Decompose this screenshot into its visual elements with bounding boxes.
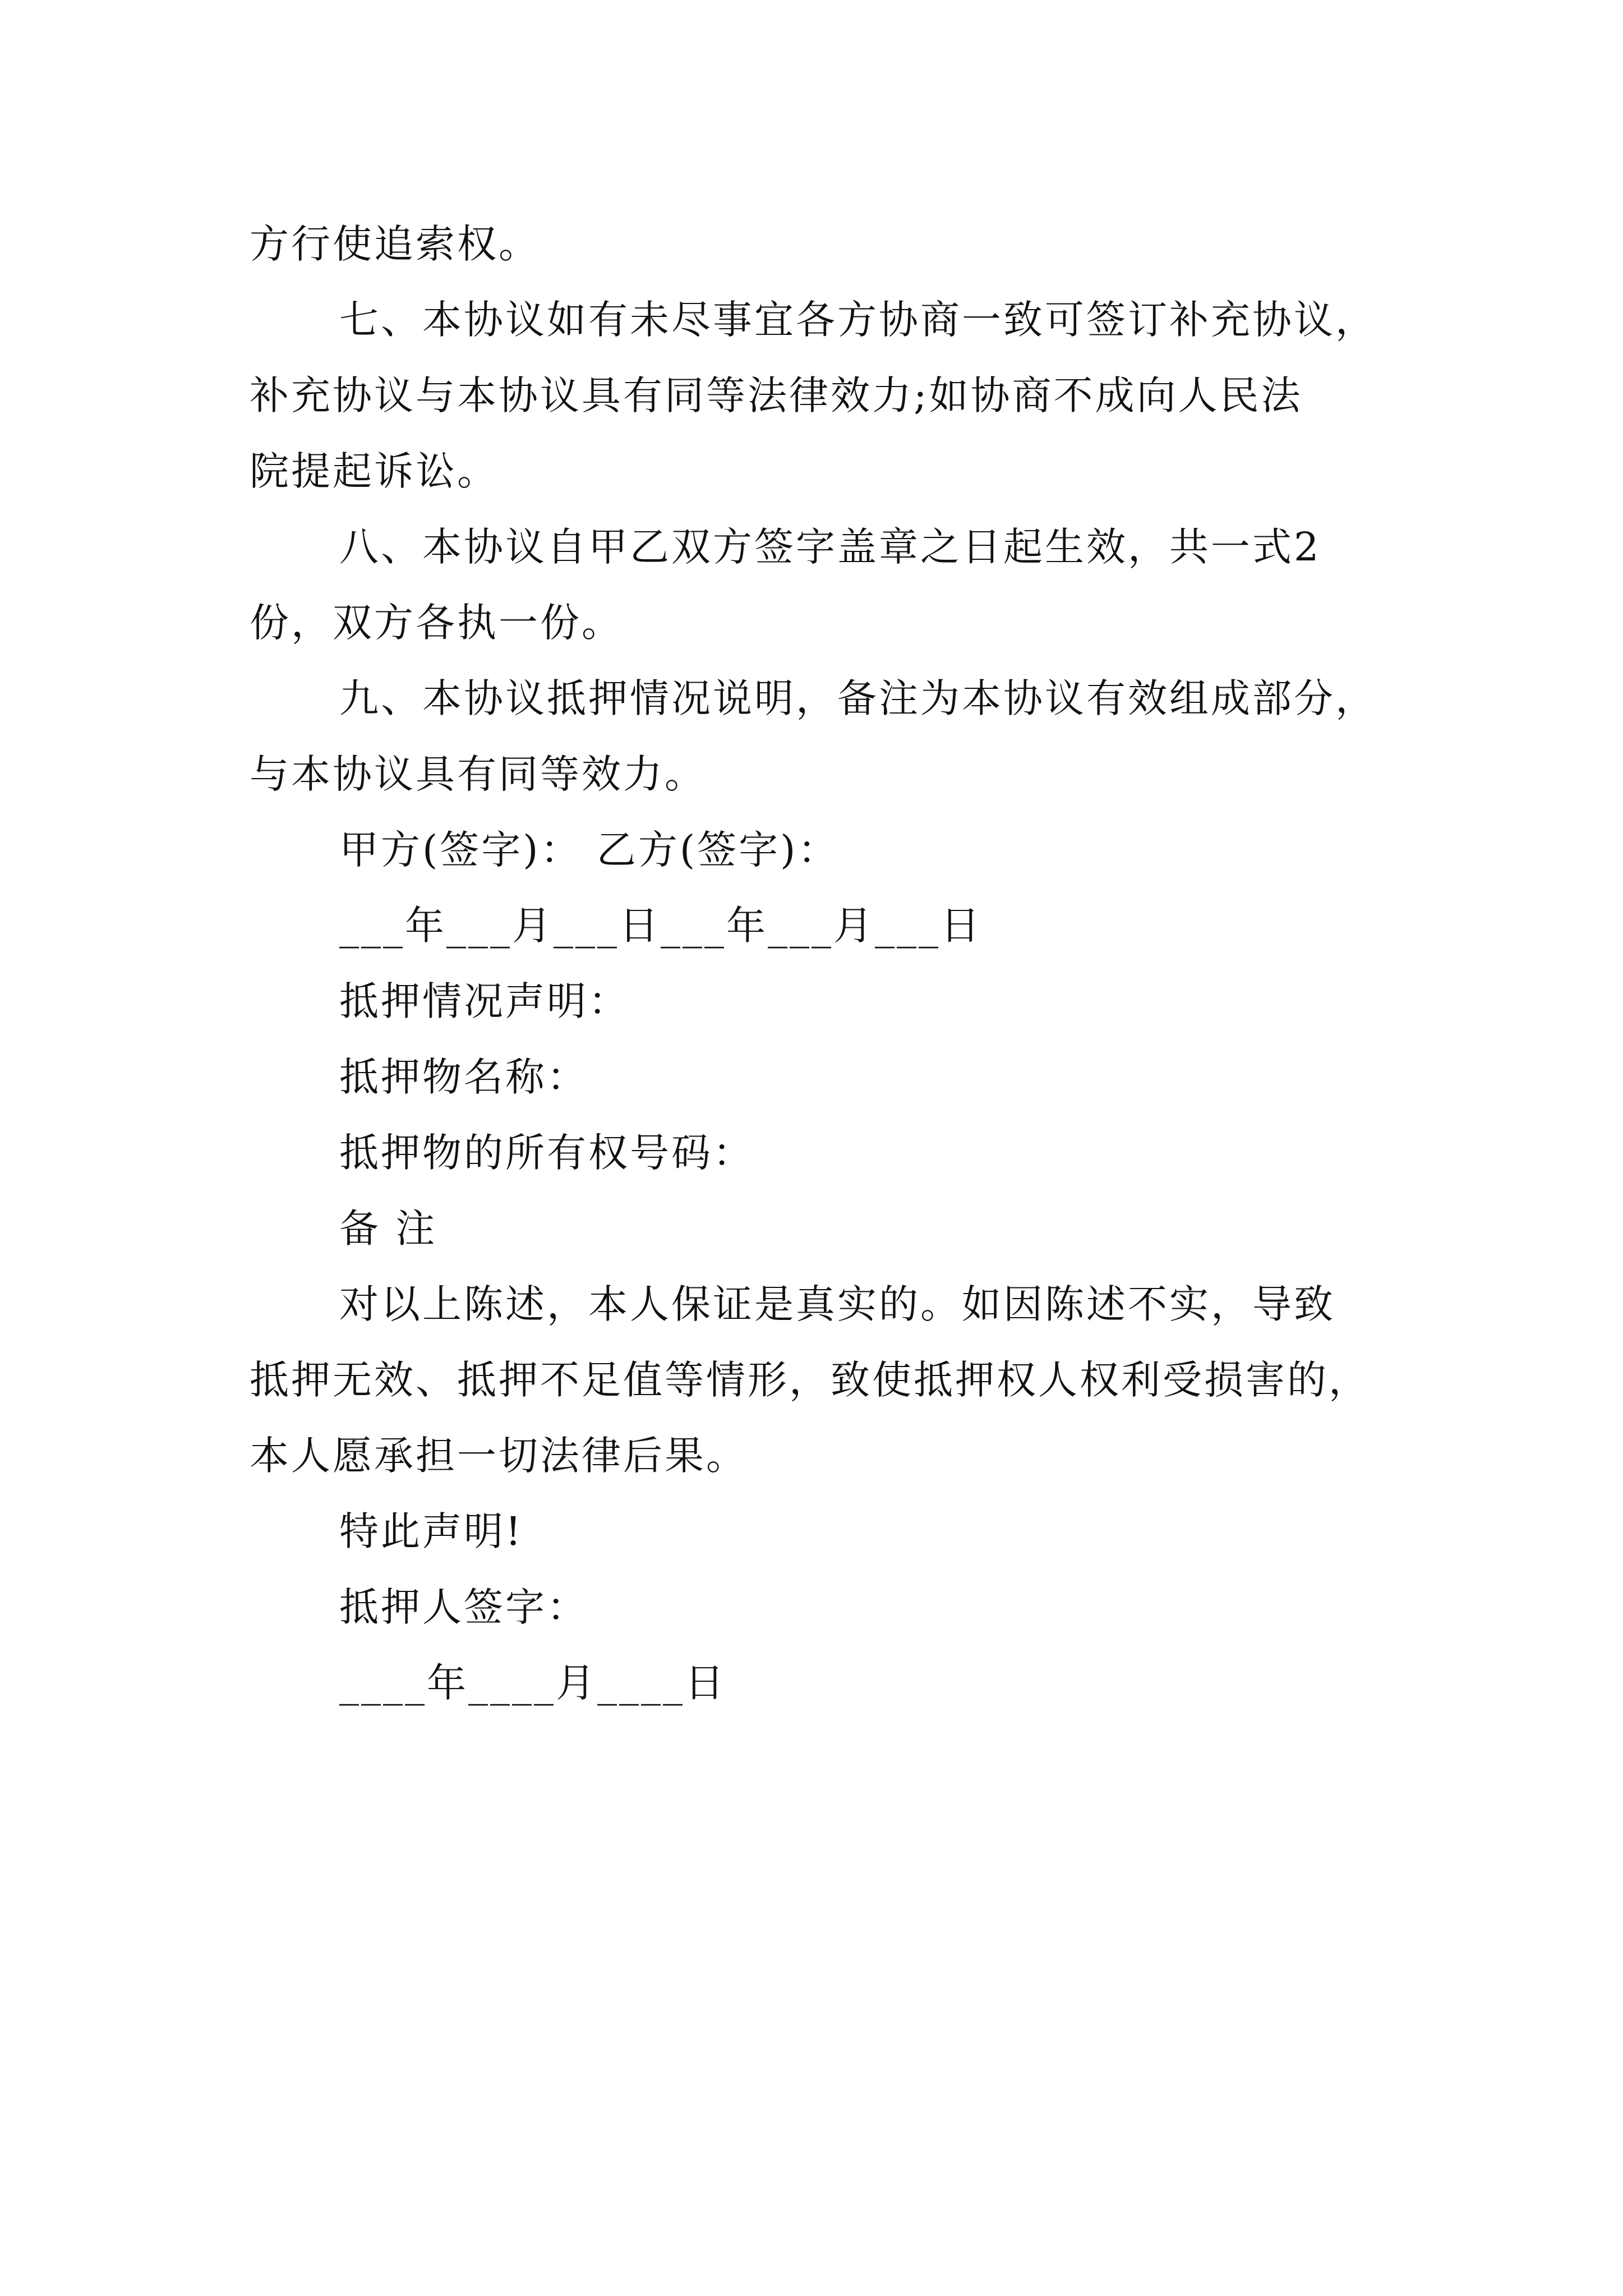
clause-nine-line-1: 九、本协议抵押情况说明，备注为本协议有效组成部分，	[339, 675, 1377, 721]
signature-line: 甲方(签字)： 乙方(签字)：	[339, 827, 840, 873]
clause-seven-line-3: 院提起诉讼。	[250, 448, 499, 494]
clause-eight-line-2: 份，双方各执一份。	[250, 600, 623, 646]
declaration-line-1: 对以上陈述，本人保证是真实的。如因陈述不实，导致	[339, 1281, 1335, 1327]
declaration-line-2: 抵押无效、抵押不足值等情形，致使抵押权人权利受损害的，	[250, 1357, 1370, 1403]
statement-heading: 抵押情况声明：	[339, 978, 630, 1024]
ownership-number-field: 抵押物的所有权号码：	[339, 1130, 754, 1176]
clause-seven-line-2: 补充协议与本协议具有同等法律效力;如协商不成向人民法	[250, 372, 1303, 418]
continuation-line: 方行使追索权。	[250, 221, 540, 267]
hereby-declare-line: 特此声明!	[339, 1508, 524, 1554]
collateral-name-field: 抵押物名称：	[339, 1054, 588, 1100]
final-date-line: ____年____月____日	[339, 1660, 726, 1706]
signature-date-line: ___年___月___日___年___月___日	[339, 903, 982, 949]
clause-nine-line-2: 与本协议具有同等效力。	[250, 751, 706, 797]
clause-seven-line-1: 七、本协议如有未尽事宜各方协商一致可签订补充协议，	[339, 297, 1377, 343]
clause-eight-line-1: 八、本协议自甲乙双方签字盖章之日起生效，共一式2	[339, 524, 1321, 570]
declaration-line-3: 本人愿承担一切法律后果。	[250, 1433, 748, 1479]
mortgagor-signature-line: 抵押人签字：	[339, 1584, 588, 1630]
remarks-label: 备 注	[339, 1205, 437, 1251]
